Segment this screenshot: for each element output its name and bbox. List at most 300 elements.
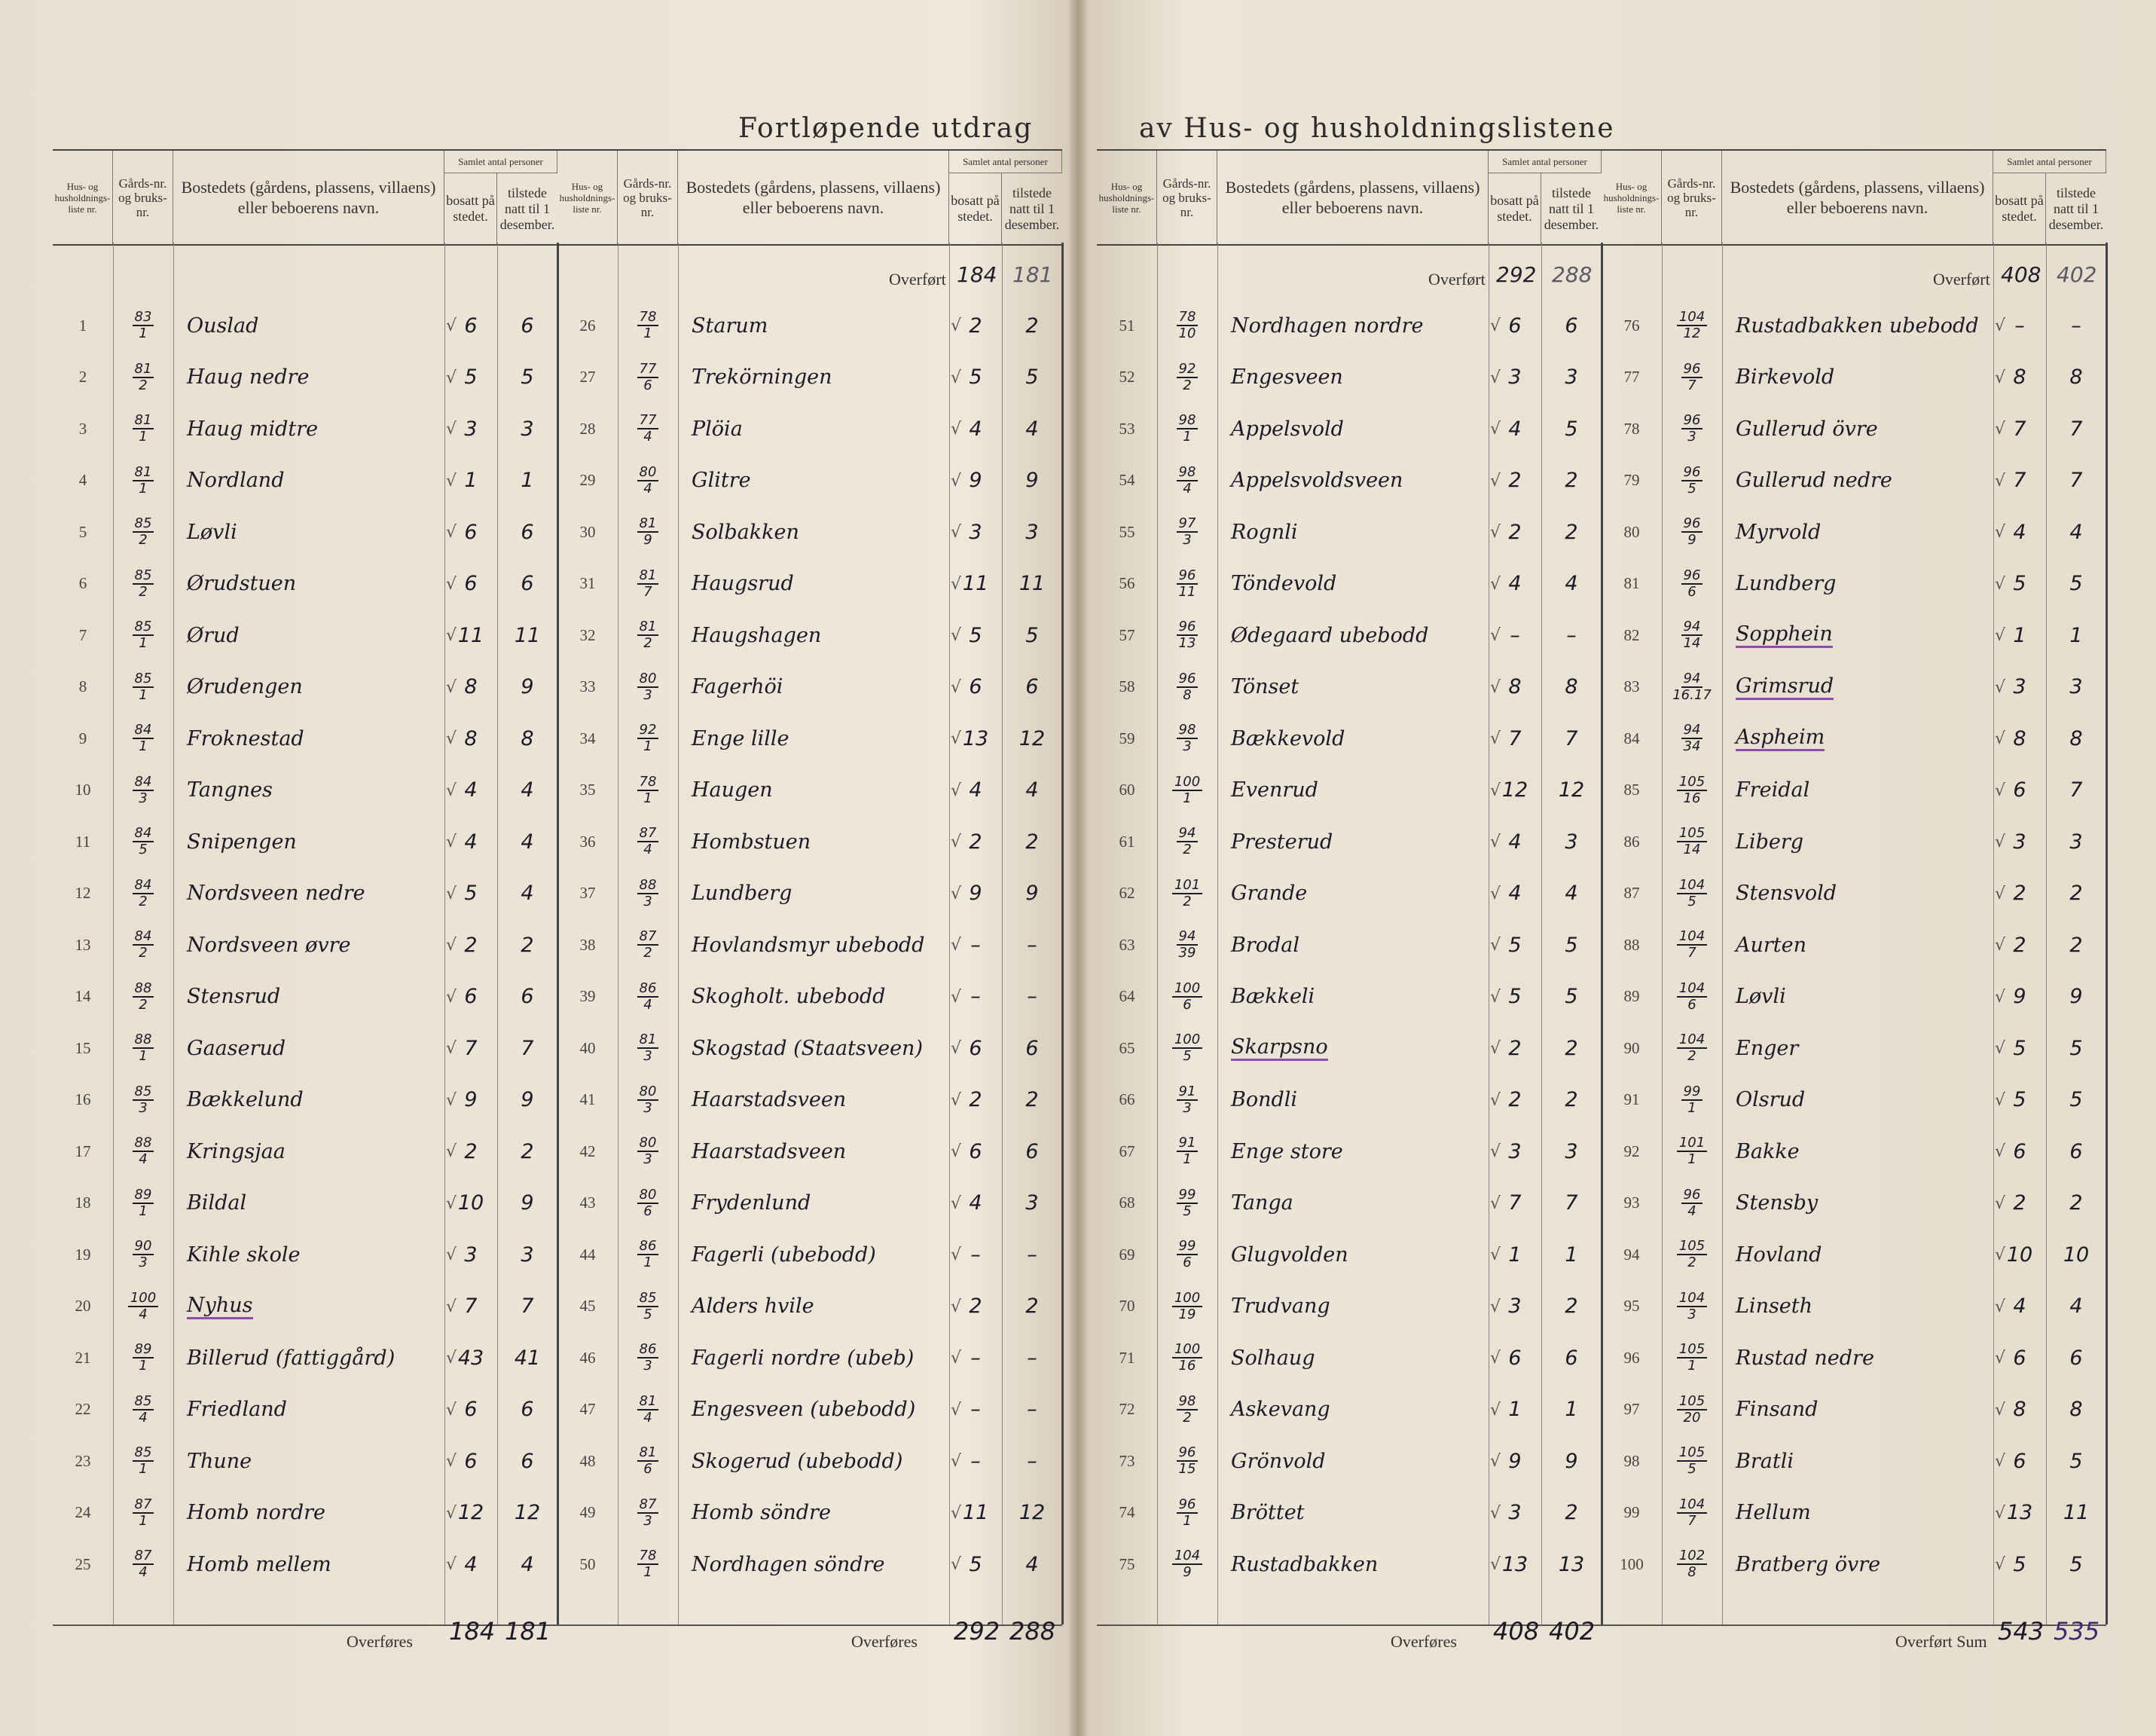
bosatt-value: 6 <box>2013 1346 2026 1370</box>
bruk-number: 1 <box>139 738 148 754</box>
gard-number: 99 <box>1681 1084 1703 1101</box>
check-mark-icon: √ <box>1490 1349 1501 1368</box>
gard-number: 80 <box>637 1084 659 1101</box>
tilstede-value: 2 <box>1565 1294 1578 1318</box>
bruk-number: 3 <box>643 1358 652 1374</box>
row-number: 71 <box>1119 1348 1135 1367</box>
residence-name <box>1722 1126 1993 1177</box>
gard-number: 86 <box>637 981 659 998</box>
tilstede-value: 41 <box>514 1346 541 1370</box>
tilstede-value: 5 <box>1025 623 1039 647</box>
bruk-number: 3 <box>643 1151 652 1167</box>
gard-bruk-number <box>1662 610 1722 661</box>
bosatt-value: 5 <box>2013 1036 2026 1060</box>
table-row <box>1602 971 2106 1022</box>
gard-bruk-number <box>618 1539 678 1590</box>
residence-name <box>1217 1332 1489 1383</box>
residence-name-text: Stensrud <box>187 985 281 1008</box>
check-mark-icon: √ <box>1490 781 1501 800</box>
tilstede-value: 5 <box>2069 1552 2083 1576</box>
gard-bruk-number <box>1157 1281 1217 1332</box>
row-number: 13 <box>75 935 91 954</box>
gard-number: 104 <box>1677 929 1707 946</box>
table-row <box>1602 403 2106 454</box>
gard-number: 96 <box>1177 671 1199 688</box>
bosatt-value: 2 <box>1508 469 1522 492</box>
gard-bruk-number <box>1662 1281 1722 1332</box>
bosatt-value: 9 <box>969 469 982 492</box>
bruk-number: 2 <box>139 583 148 600</box>
residence-name-text: Rustadbakken ubebodd <box>1736 313 1979 338</box>
gard-number: 90 <box>133 1239 154 1255</box>
residence-name-text: Fagerli (ubebodd) <box>692 1242 876 1267</box>
tilstede-value: 5 <box>1565 933 1578 957</box>
table-row <box>1602 919 2106 970</box>
gard-number: 100 <box>128 1291 158 1307</box>
gard-bruk-number <box>1157 1487 1217 1539</box>
row-number: 42 <box>579 1142 596 1160</box>
table-row <box>1602 713 2106 764</box>
check-mark-icon: √ <box>1490 1297 1501 1316</box>
check-mark-icon: √ <box>1995 471 2006 491</box>
bruk-number: 20 <box>1683 1409 1701 1426</box>
row-number: 7 <box>78 625 87 644</box>
gard-number: 92 <box>637 723 659 739</box>
tilstede-value: 9 <box>1025 882 1039 905</box>
residence-name <box>1722 765 1993 816</box>
check-mark-icon: √ <box>1490 1142 1501 1161</box>
row-number: 8 <box>78 677 87 695</box>
row-number: 91 <box>1623 1090 1640 1108</box>
bruk-number: 1 <box>139 1358 148 1374</box>
gard-number: 85 <box>133 619 154 636</box>
gard-bruk-number <box>113 868 173 919</box>
residence-name-text: Tönset <box>1231 675 1299 698</box>
residence-name <box>678 506 949 558</box>
bruk-number: 2 <box>1687 1255 1696 1270</box>
bosatt-value: 13 <box>2006 1501 2033 1524</box>
overfores-bosatt: 292 <box>954 1617 1000 1646</box>
residence-name-text: Billerud (fattiggård) <box>187 1346 395 1370</box>
gard-bruk-number <box>113 971 173 1022</box>
tilstede-value: 8 <box>2069 1398 2083 1421</box>
row-number: 68 <box>1119 1194 1135 1212</box>
table-row <box>1097 919 1602 970</box>
table-row <box>557 713 1062 764</box>
check-mark-icon: √ <box>951 1245 962 1264</box>
gard-number: 96 <box>1681 568 1703 585</box>
residence-name <box>1217 558 1489 610</box>
header-tilstede: tilstede natt til 1 desember. <box>1004 185 1060 232</box>
check-mark-icon: √ <box>951 677 962 697</box>
tilstede-value: 8 <box>1565 675 1578 698</box>
gard-bruk-number <box>1157 1435 1217 1487</box>
bosatt-value: – <box>970 933 981 957</box>
residence-name-text: Enge lille <box>692 726 789 750</box>
residence-name <box>1722 816 1993 867</box>
gard-number: 88 <box>133 981 154 998</box>
bruk-number: 1 <box>643 790 652 806</box>
row-number: 58 <box>1119 677 1135 695</box>
row-number: 93 <box>1623 1194 1640 1212</box>
row-number: 20 <box>75 1297 91 1315</box>
gard-bruk-number <box>113 816 173 867</box>
overfort-bosatt: 408 <box>2001 262 2041 287</box>
check-mark-icon: √ <box>446 1039 457 1058</box>
residence-name-text: Linseth <box>1736 1294 1813 1318</box>
gard-bruk-number <box>618 403 678 454</box>
gard-number: 96 <box>1177 1445 1199 1462</box>
residence-name-text: Fagerli nordre (ubeb) <box>692 1346 915 1370</box>
overfores-label: Overføres <box>851 1632 918 1651</box>
tilstede-value: 6 <box>1565 313 1578 338</box>
table-row <box>1097 1229 1602 1280</box>
tilstede-value: – <box>1027 1346 1037 1370</box>
check-mark-icon: √ <box>1995 1090 2006 1110</box>
check-mark-icon: √ <box>1490 884 1501 903</box>
row-number: 66 <box>1119 1090 1135 1108</box>
bruk-number: 1 <box>139 429 148 445</box>
residence-name-text: Nordsveen øvre <box>187 933 351 957</box>
row-number: 89 <box>1623 987 1640 1005</box>
header-bosatt: bosatt på stedet. <box>1489 173 1541 244</box>
table-row <box>1602 765 2106 816</box>
residence-name <box>173 352 444 403</box>
row-number: 61 <box>1119 832 1135 851</box>
gard-bruk-number <box>618 816 678 867</box>
header-title-right: av Hus- og husholdningslistene <box>1139 113 1615 144</box>
residence-name-text: Starum <box>692 313 768 338</box>
residence-name <box>678 971 949 1022</box>
left-page <box>53 149 1062 1656</box>
gard-bruk-number <box>113 1126 173 1177</box>
gard-number: 87 <box>637 929 659 946</box>
residence-name <box>1217 455 1489 506</box>
bruk-number: 5 <box>1687 893 1696 909</box>
gard-bruk-number <box>1157 662 1217 713</box>
row-number: 78 <box>1623 419 1640 438</box>
residence-name <box>678 403 949 454</box>
table-row <box>1602 1178 2106 1229</box>
bruk-number: 1 <box>643 1255 652 1270</box>
gard-number: 80 <box>637 1135 659 1152</box>
bruk-number: 2 <box>643 945 652 961</box>
check-mark-icon: √ <box>1995 884 2006 903</box>
check-mark-icon: √ <box>1995 781 2006 800</box>
tilstede-value: 9 <box>2069 985 2083 1008</box>
row-number: 19 <box>75 1245 91 1264</box>
row-number: 55 <box>1119 522 1135 541</box>
tilstede-value: 6 <box>1025 675 1039 698</box>
gard-bruk-number <box>618 868 678 919</box>
tilstede-value: 1 <box>2069 623 2083 647</box>
check-mark-icon: √ <box>951 574 962 594</box>
row-number: 80 <box>1623 522 1640 541</box>
table-row <box>557 1074 1062 1126</box>
gard-number: 98 <box>1177 723 1199 739</box>
bosatt-value: 11 <box>962 572 989 595</box>
check-mark-icon: √ <box>446 1555 457 1574</box>
tilstede-value: 4 <box>2069 520 2083 544</box>
gard-number: 77 <box>637 362 659 378</box>
residence-name-text: Hombstuen <box>692 830 811 854</box>
table-row <box>1097 352 1602 403</box>
bosatt-value: 4 <box>464 778 478 802</box>
residence-name-text: Ørudengen <box>187 675 303 698</box>
check-mark-icon: √ <box>1995 574 2006 594</box>
residence-name-text: Fagerhöi <box>692 675 783 698</box>
table-row <box>53 1384 557 1435</box>
tilstede-value: 2 <box>1025 1294 1039 1318</box>
gard-bruk-number <box>618 662 678 713</box>
tilstede-value: 9 <box>521 1088 534 1111</box>
bruk-number: 3 <box>643 1512 652 1529</box>
residence-name-text: Aspheim <box>1736 726 1825 751</box>
bruk-number: 1 <box>1183 790 1192 806</box>
table-row <box>1602 1435 2106 1487</box>
gard-bruk-number <box>1662 1332 1722 1383</box>
check-mark-icon: √ <box>1490 316 1501 335</box>
residence-name-text: Homb mellem <box>187 1552 331 1576</box>
tilstede-value: 2 <box>1025 313 1039 338</box>
tilstede-value: 9 <box>1025 469 1039 492</box>
table-row <box>1602 1022 2106 1074</box>
row-number: 22 <box>75 1400 91 1418</box>
gard-number: 88 <box>133 1032 154 1049</box>
residence-name <box>678 558 949 610</box>
tilstede-value: 5 <box>2069 1088 2083 1111</box>
check-mark-icon: √ <box>951 729 962 748</box>
gard-bruk-number <box>618 765 678 816</box>
residence-name-text: Aurten <box>1736 933 1807 957</box>
bruk-number: 12 <box>1683 326 1701 341</box>
residence-name-text: Liberg <box>1736 830 1804 854</box>
overfores-label: Overføres <box>347 1632 413 1651</box>
residence-name-text: Nordhagen nordre <box>1231 313 1424 338</box>
row-number: 53 <box>1119 419 1135 438</box>
residence-name <box>1722 300 1993 351</box>
gard-bruk-number <box>113 1281 173 1332</box>
gard-number: 84 <box>133 929 154 946</box>
residence-name <box>1217 1539 1489 1590</box>
gard-number: 96 <box>1177 1497 1199 1514</box>
residence-name <box>1722 1229 1993 1280</box>
gard-number: 81 <box>133 465 154 481</box>
gard-number: 80 <box>637 1187 659 1204</box>
header-bosatt: bosatt på stedet. <box>1993 173 2046 244</box>
row-number: 23 <box>75 1451 91 1470</box>
residence-name-text: Ødegaard ubebodd <box>1231 623 1429 647</box>
table-row <box>53 352 557 403</box>
residence-name <box>1722 919 1993 970</box>
table-row <box>1602 662 2106 713</box>
table-row <box>557 455 1062 506</box>
header-title-left: Fortløpende utdrag <box>738 113 1034 144</box>
residence-name-text: Rognli <box>1231 520 1298 544</box>
tilstede-value: 2 <box>1565 1501 1578 1524</box>
overfores-label: Overføres <box>1391 1632 1457 1651</box>
residence-name-text: Skogholt. ubebodd <box>692 985 886 1008</box>
bosatt-value: 6 <box>464 1449 478 1473</box>
bosatt-value: 8 <box>2013 726 2026 750</box>
row-number: 75 <box>1119 1554 1135 1573</box>
table-row <box>1097 300 1602 351</box>
table-row <box>557 1435 1062 1487</box>
header-bosted: Bostedets (gårdens, plassens, villaens) eller beboerens navn. <box>1722 151 1993 244</box>
gard-number: 81 <box>133 413 154 429</box>
gard-number: 81 <box>637 1445 659 1462</box>
check-mark-icon: √ <box>1995 1503 2006 1523</box>
residence-name <box>678 1487 949 1539</box>
bosatt-value: 2 <box>969 1294 982 1318</box>
tilstede-value: 4 <box>521 778 534 802</box>
tilstede-value: 4 <box>1025 778 1039 802</box>
gard-number: 100 <box>1172 981 1202 998</box>
bruk-number: 16 <box>1683 790 1701 806</box>
tilstede-value: 8 <box>521 726 534 750</box>
check-mark-icon: √ <box>446 1297 457 1316</box>
tilstede-value: 7 <box>2069 778 2083 802</box>
check-mark-icon: √ <box>951 987 962 1007</box>
table-row <box>1602 506 2106 558</box>
bosatt-value: 5 <box>464 365 478 389</box>
gard-number: 94 <box>1681 619 1703 636</box>
row-number: 94 <box>1623 1245 1640 1264</box>
residence-name-text: Appelsvoldsveen <box>1231 469 1403 492</box>
header-gard: Gårds-nr. og bruks-nr. <box>1157 151 1217 244</box>
gard-bruk-number <box>1157 300 1217 351</box>
check-mark-icon: √ <box>1995 936 2006 955</box>
residence-name-text: Kringsjaa <box>187 1139 286 1163</box>
bruk-number: 7 <box>1687 945 1696 961</box>
residence-name-text: Homb nordre <box>187 1501 325 1524</box>
tilstede-value: – <box>1027 1398 1037 1421</box>
table-row <box>53 1487 557 1539</box>
gard-bruk-number <box>1662 713 1722 764</box>
table-row <box>53 403 557 454</box>
residence-name <box>1722 1384 1993 1435</box>
table-row <box>53 1281 557 1332</box>
residence-name <box>1722 1074 1993 1126</box>
residence-name <box>1722 1435 1993 1487</box>
residence-name-text: Trudvang <box>1231 1294 1330 1318</box>
row-number: 14 <box>75 987 91 1005</box>
row-number: 81 <box>1623 574 1640 592</box>
tilstede-value: 4 <box>1565 882 1578 905</box>
bosatt-value: 4 <box>969 417 982 441</box>
check-mark-icon: √ <box>1995 1142 2006 1161</box>
gard-bruk-number <box>113 1487 173 1539</box>
check-mark-icon: √ <box>446 523 457 542</box>
gard-bruk-number <box>113 558 173 610</box>
bruk-number: 2 <box>1183 842 1192 857</box>
tilstede-value: 2 <box>1025 830 1039 854</box>
overfort-label: Overført <box>889 270 946 289</box>
tilstede-value: 3 <box>521 417 534 441</box>
gard-number: 99 <box>1177 1187 1199 1204</box>
row-number: 90 <box>1623 1038 1640 1057</box>
gard-bruk-number <box>618 713 678 764</box>
row-number: 51 <box>1119 316 1135 335</box>
tilstede-value: – <box>1566 623 1577 647</box>
row-number: 73 <box>1119 1451 1135 1470</box>
residence-name-text: Solhaug <box>1231 1346 1315 1370</box>
bosatt-value: 5 <box>2013 1552 2026 1576</box>
bruk-number: 5 <box>1687 480 1696 497</box>
gard-number: 85 <box>133 516 154 533</box>
header-hus: Hus- og husholdnings-liste nr. <box>1097 151 1157 244</box>
check-mark-icon: √ <box>446 1090 457 1110</box>
gard-bruk-number <box>113 919 173 970</box>
bruk-number: 6 <box>643 1203 652 1219</box>
bosatt-value: 3 <box>969 520 982 544</box>
bosatt-value: – <box>970 1449 981 1473</box>
residence-name <box>678 816 949 867</box>
gard-number: 104 <box>1172 1548 1202 1565</box>
residence-name-text: Haug nedre <box>187 365 310 389</box>
table-row <box>53 1435 557 1487</box>
table-row <box>557 765 1062 816</box>
gard-bruk-number <box>113 713 173 764</box>
tilstede-value: 3 <box>2069 675 2083 698</box>
residence-name-text: Bratberg övre <box>1736 1552 1881 1576</box>
bosatt-value: 6 <box>464 520 478 544</box>
bosatt-value: 12 <box>457 1501 484 1524</box>
bosatt-value: 5 <box>969 1552 982 1576</box>
tilstede-value: 2 <box>1565 1036 1578 1060</box>
overfort-label: Overført <box>1428 270 1486 289</box>
tilstede-value: 11 <box>2063 1501 2090 1524</box>
check-mark-icon: √ <box>1995 316 2006 335</box>
gard-number: 91 <box>1177 1084 1199 1101</box>
check-mark-icon: √ <box>951 1142 962 1161</box>
check-mark-icon: √ <box>951 1503 962 1523</box>
bosatt-value: 7 <box>464 1036 478 1060</box>
gard-bruk-number <box>1157 1126 1217 1177</box>
gard-number: 100 <box>1172 1291 1202 1307</box>
gard-number: 96 <box>1681 413 1703 429</box>
gard-number: 87 <box>133 1497 154 1514</box>
table-row <box>53 1126 557 1177</box>
row-number: 3 <box>78 419 87 438</box>
tilstede-value: 4 <box>521 1552 534 1576</box>
gard-number: 85 <box>637 1291 659 1307</box>
gard-number: 104 <box>1677 981 1707 998</box>
table-row <box>557 300 1062 351</box>
gard-number: 94 <box>1681 671 1703 688</box>
tilstede-value: 7 <box>521 1036 534 1060</box>
table-row <box>557 1126 1062 1177</box>
row-number: 37 <box>579 884 596 902</box>
bosatt-value: 5 <box>2013 1088 2026 1111</box>
bosatt-value: 6 <box>2013 1449 2026 1473</box>
bruk-number: 1 <box>643 326 652 341</box>
gard-number: 105 <box>1677 1342 1707 1359</box>
table-row <box>1097 506 1602 558</box>
bruk-number: 10 <box>1178 326 1196 341</box>
tilstede-value: – <box>1027 1449 1037 1473</box>
bruk-number: 1 <box>643 1564 652 1580</box>
table-row <box>1602 1074 2106 1126</box>
gard-bruk-number <box>618 1022 678 1074</box>
table-row <box>557 610 1062 661</box>
row-number: 95 <box>1623 1297 1640 1315</box>
row-number: 44 <box>579 1245 596 1264</box>
table-row <box>1602 1332 2106 1383</box>
header-samlet: Samlet antal personer <box>1489 151 1602 173</box>
gard-bruk-number <box>1662 1539 1722 1590</box>
bosatt-value: 2 <box>1508 1088 1522 1111</box>
